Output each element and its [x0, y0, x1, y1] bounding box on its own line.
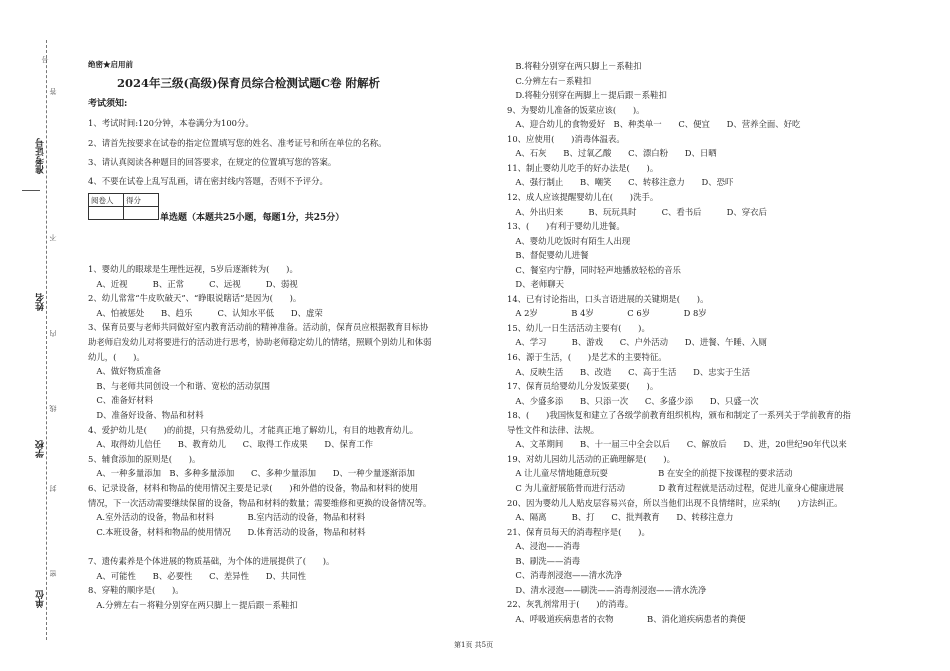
question-left-line: 8、穿鞋的顺序是( )。	[88, 585, 184, 596]
fill-line	[22, 190, 40, 191]
question-right-line: A、学习 B、游戏 C、户外活动 D、进餐、午睡、入厕	[507, 337, 767, 348]
name-label: 姓名	[36, 293, 46, 311]
question-right-line: 9、为婴幼儿准备的饭菜应该( )。	[507, 104, 645, 115]
question-right-line: A、反映生活 B、改造 C、高于生活 D、忠实于生活	[507, 366, 751, 377]
question-right-line: 20、因为婴幼儿人贴皮层容易兴奋，所以当他们出现不良情绪时，应采纳( )方法纠正。	[507, 497, 843, 508]
question-left-line: A、怕被惩处 B、趋乐 C、认知水平低 D、虚荣	[88, 307, 323, 318]
question-right-line: 21、保育员每天的消毒程序是( )。	[507, 526, 650, 537]
notice-1: 1、考试时间:120分钟，本卷满分为100分。	[88, 118, 254, 128]
question-left-line: 6、记录设备，材料和物品的使用情况主要是记录( )和外借的设备，物品和材料的使用	[88, 483, 419, 493]
question-right-line: C、餐室内宁静，同时轻声地播放轻松的音乐	[507, 264, 681, 275]
page-footer: 第1页 共5页	[454, 641, 494, 649]
question-right-line: A、少盛多添 B、只添一次 C、多盛少添 D、只盛一次	[507, 395, 759, 406]
question-left-line: 情况，下一次活动需要继续保留的设备，物品和材料的数量；需要维修和更换的设备情况等。	[88, 497, 432, 508]
section-title: 单选题（本题共25小题，每题1分，共25分）	[160, 213, 345, 223]
question-right-line: A 让儿童尽情地随意玩耍 B 在安全的前提下按课程的要求活动	[507, 468, 793, 479]
notice-heading: 考试须知:	[88, 99, 128, 109]
question-right-line: 12、成人应该提醒婴幼儿在( )洗手。	[507, 191, 659, 202]
question-right-line: 17、保育员给婴幼儿分发饭菜要( )。	[507, 381, 659, 392]
question-right-line: 导性文件和法律、法规。	[507, 424, 600, 435]
question-left-line: 3、保育员要与老师共同做好室内教育活动前的精神准备。活动前，保育员应根据教育目标协	[88, 322, 429, 333]
question-right-line: A、婴幼儿吃饭时有陌生人出现	[507, 235, 631, 246]
binding-mark-2: 不	[49, 234, 57, 241]
question-left-line: 4、爱护幼儿是( )的前提，只有热爱幼儿，才能真正地了解幼儿，有目的地教育幼儿。	[88, 424, 419, 435]
question-left-line: A、取得幼儿信任 B、教育幼儿 C、取得工作成果 D、保育工作	[88, 439, 373, 450]
question-right-line: 14、已有讨论指出，口头言语进展的关键期是( )。	[507, 293, 709, 304]
question-right-line: 19、对幼儿园幼儿活动的正确理解是( )。	[507, 453, 675, 464]
question-left-line: A、一种多量添加 B、多种多量添加 C、多种少量添加 D、一种少量逐渐添加	[88, 468, 415, 479]
notice-3: 3、请认真阅读各种题目的回答要求，在规定的位置填写您的答案。	[88, 157, 337, 167]
question-right-line: 16、源于生活，( )是艺术的主要特征。	[507, 352, 667, 362]
question-right-line: A、呼吸道疾病患者的衣物 B、消化道疾病患者的粪便	[507, 613, 746, 624]
question-left-line: 助老师启发幼儿对将要进行的活动进行思考，协助老师稳定幼儿的情绪，照顾个别幼儿和体弱	[88, 337, 432, 347]
question-right-line: 10、应使用( )消毒体温表。	[507, 133, 625, 144]
unit-label: 单位	[36, 590, 46, 608]
question-left-line: 5、辅食添加的原则是( )。	[88, 453, 201, 464]
question-left-line: 2、幼儿常常“牛皮吹破天”、“睁眼说瞎话”是因为( )。	[88, 293, 302, 304]
question-right-line: D、老师聊天	[507, 279, 564, 290]
page-title: 2024年三级(高级)保育员综合检测试题C卷 附解析	[117, 76, 381, 90]
question-left-line: 1、婴幼儿的眼球是生理性远视，5岁后逐渐转为( )。	[88, 264, 298, 274]
question-left-line: C、准备好材料	[88, 395, 154, 406]
question-left-line: A、近视 B、正常 C、远视 D、弱视	[88, 278, 298, 289]
question-right-line: C 为儿童舒展筋骨而进行活动 D 教育过程就是活动过程，促进儿童身心健康进展	[507, 482, 844, 493]
question-right-line: 22、灰乳剂常用于( )的消毒。	[507, 599, 634, 610]
question-right-line: B.将鞋分别穿在两只脚上－系鞋扣	[507, 61, 642, 71]
reviewer-blank	[89, 207, 124, 220]
reviewer-cell: 阅卷人	[89, 194, 124, 207]
binding-dashed-line	[46, 40, 47, 640]
question-right-line: 13、( )有利于婴幼儿进餐。	[507, 221, 625, 232]
question-left-line: A、做好物质准备	[88, 366, 162, 377]
binding-mark-4: 线	[49, 405, 57, 412]
binding-mark-5: 封	[49, 485, 57, 492]
question-right-line: D.将鞋分别穿在两脚上－提后跟－系鞋扣	[507, 90, 667, 101]
binding-mark-1: 答	[49, 88, 57, 95]
question-left-line: B、与老师共同创设一个和谐、宽松的活动氛围	[88, 380, 271, 391]
school-label: 学校	[36, 440, 46, 458]
question-right-line: B、督促婴幼儿进餐	[507, 250, 589, 261]
question-right-line: A、文革期间 B、十一届三中全会以后 C、解放后 D、进，20世纪90年代以来	[507, 439, 847, 450]
question-right-line: A、浸泡——消毒	[507, 541, 581, 552]
question-right-line: C.分辨左右－系鞋扣	[507, 75, 592, 86]
question-left-line: D、准备好设备、物品和材料	[88, 410, 204, 420]
score-cell: 得分	[124, 194, 159, 207]
question-right-line: 15、幼儿一日生活活动主要有( )。	[507, 322, 650, 333]
question-right-line: A、外出归来 B、玩玩具时 C、看书后 D、穿衣后	[507, 206, 767, 217]
question-left-line: A.室外活动的设备，物品和材料 B.室内活动的设备，物品和材料	[88, 512, 366, 523]
score-blank	[124, 207, 159, 220]
question-left-line: 7、遗传素养是个体进展的物质基础，为个体的进展提供了( )。	[88, 556, 335, 566]
notice-4: 4、不要在试卷上乱写乱画，请在密封线内答题，否则不予评分。	[88, 176, 328, 186]
score-table	[88, 193, 159, 220]
question-left-line: 幼儿，( )。	[88, 351, 145, 362]
question-right-line: A、隔离 B、打 C、批判教育 D、转移注意力	[507, 512, 734, 523]
question-right-line: B、刷洗——消毒	[507, 555, 581, 566]
question-right-line: A、石灰 B、过氧乙酸 C、漂白粉 D、日晒	[507, 148, 717, 159]
question-right-line: 18、( )我国恢复和建立了各级学前教育组织机构，颁布和制定了一系列关于学前教育的指	[507, 410, 851, 421]
exam-number-label: 准考证号	[36, 138, 46, 174]
question-right-line: A、迎合幼儿的食物爱好 B、种类单一 C、便宜 D、营养全面、好吃	[507, 119, 801, 130]
question-right-line: A、强行制止 B、嘲笑 C、转移注意力 D、恐吓	[507, 177, 734, 188]
question-left-line: A、可能性 B、必要性 C、差异性 D、共同性	[88, 570, 306, 581]
question-right-line: D、清水浸泡——刷洗——消毒剂浸泡——清水洗净	[507, 584, 707, 595]
question-right-line: 11、制止婴幼儿吃手的好办法是( )。	[507, 162, 659, 173]
question-left-line: A.分辨左右－将鞋分别穿在两只脚上－提后跟－系鞋扣	[88, 599, 298, 610]
confidential-mark: 绝密★启用前	[88, 60, 133, 69]
notice-2: 2、请首先按要求在试卷的指定位置填写您的姓名、准考证号和所在单位的名称。	[88, 138, 387, 148]
binding-mark-6: 密	[49, 570, 57, 577]
question-left-line: C.本班设备，材料和物品的使用情况 D.体育活动的设备，物品和材料	[88, 526, 366, 537]
question-right-line: A 2岁 B 4岁 C 6岁 D 8岁	[507, 308, 707, 319]
question-right-line: C、消毒剂浸泡——清水洗净	[507, 570, 623, 581]
binding-mark-3: 内	[49, 330, 57, 337]
binding-mark-top: 号	[41, 56, 49, 63]
